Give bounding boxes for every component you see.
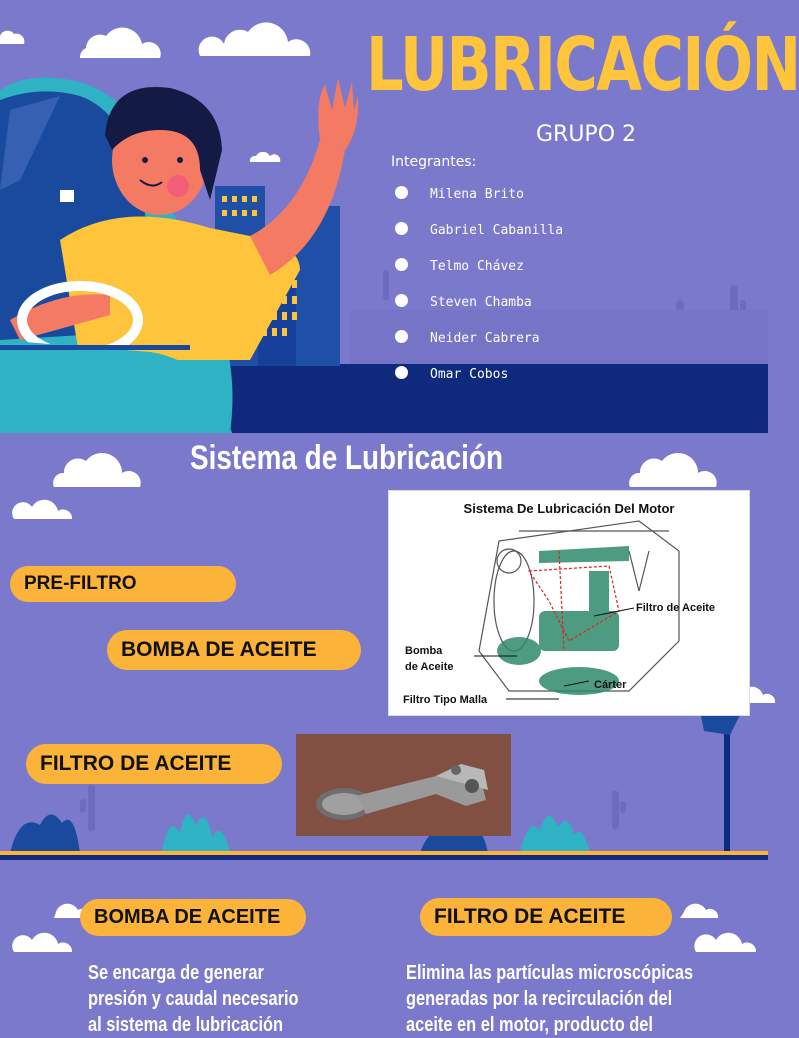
oil-filter-description: Elimina las partículas microscópicas generadas por la recirculación del aceite en el motor, producto del <box>406 962 694 1036</box>
oil-pump-pill: BOMBA DE ACEITE <box>80 899 306 936</box>
member-name: Neider Cabrera <box>430 331 540 346</box>
bullet-icon <box>395 294 408 307</box>
member-name: Milena Brito <box>430 187 524 202</box>
diagram-label: Cárter <box>594 679 627 691</box>
detail-slide <box>0 866 768 1036</box>
member-name: Omar Cobos <box>430 367 509 382</box>
prefiltro-pill: PRE-FILTRO <box>10 566 236 602</box>
bullet-icon <box>395 186 408 199</box>
system-slide <box>0 433 768 860</box>
oil-pump-description: Se encarga de generar presión y caudal necesario al sistema de lubricación <box>88 962 299 1036</box>
presentation-title: LUBRICACIÓN <box>366 22 799 108</box>
diagram-label: Bomba <box>405 645 443 657</box>
oil-pump-pill: BOMBA DE ACEITE <box>107 630 361 670</box>
bullet-icon <box>395 222 408 235</box>
diagram-title: Sistema De Lubricación Del Motor <box>463 501 675 516</box>
member-name: Gabriel Cabanilla <box>430 223 564 238</box>
section-title: Sistema de Lubricación <box>190 439 503 477</box>
member-name: Telmo Chávez <box>430 259 524 274</box>
group-subtitle: GRUPO 2 <box>536 122 637 147</box>
title-slide <box>0 0 799 433</box>
member-name: Steven Chamba <box>430 295 532 310</box>
bullet-icon <box>395 258 408 271</box>
diagram-label: Filtro Tipo Malla <box>403 694 488 706</box>
diagram-label: Filtro de Aceite <box>636 602 716 614</box>
bullet-icon <box>395 330 408 343</box>
oil-filter-pill: FILTRO DE ACEITE <box>420 898 672 936</box>
oil-filter-pill: FILTRO DE ACEITE <box>26 744 282 784</box>
diagram-label: de Aceite <box>405 661 454 673</box>
lubrication-diagram <box>388 490 750 716</box>
bullet-icon <box>395 366 408 379</box>
members-label: Integrantes: <box>391 154 477 170</box>
oil-filter-photo <box>296 734 511 836</box>
